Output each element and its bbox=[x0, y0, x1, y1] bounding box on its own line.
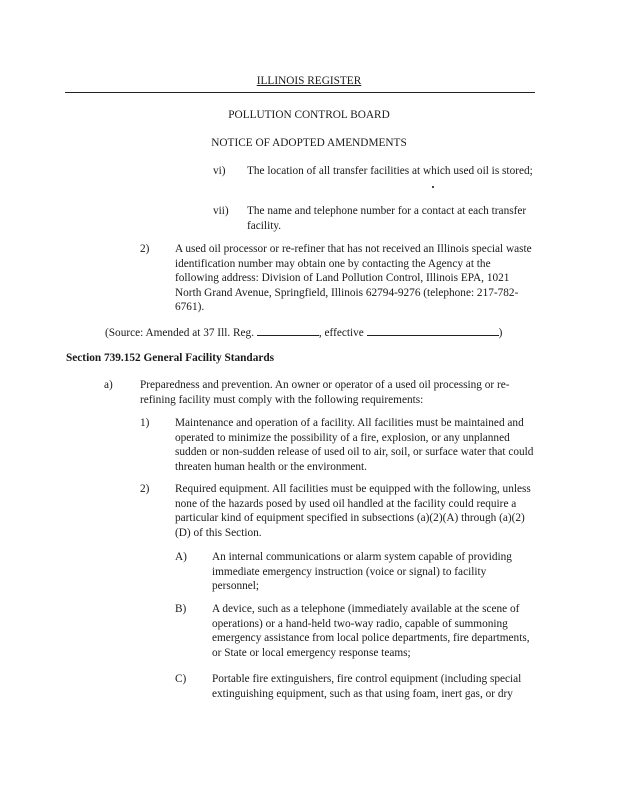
section-heading: Section 739.152 General Facility Standards bbox=[66, 352, 275, 364]
scan-speck bbox=[432, 186, 434, 188]
source-line bbox=[105, 324, 502, 341]
item-vii-text: The name and telephone number for a contact at each transfer facility. bbox=[247, 205, 527, 232]
item-vi-text: The location of all transfer facilities at which used oil is stored; bbox=[247, 165, 533, 177]
agency-name: POLLUTION CONTROL BOARD bbox=[228, 109, 390, 121]
register-title: ILLINOIS REGISTER bbox=[256, 75, 362, 87]
source-prefix: (Source: Amended at 37 Ill. Reg. bbox=[105, 327, 255, 339]
sub-1-text: Maintenance and operation of a facility. All facilities must be maintained and operated to minimize the possibility of a fire, explosion, or any unplanned sudden or non-sudden release of used oil to air, soil, or surface water that could threaten human health or the environment. bbox=[175, 417, 534, 473]
source-close: ) bbox=[498, 327, 503, 339]
item-vii-number: vii) bbox=[213, 205, 229, 217]
item-2-text: A used oil processor or re-refiner that has not received an Illinois special waste identification number may obtain one by contacting the Agency at the following address: Division of Land Pollution Control, Illinois EPA, 1021 North Grand Avenue, Springfield, Illinois 62794-9276 (telephone: 217-782-6761). bbox=[175, 243, 532, 314]
effective-date-blank bbox=[367, 324, 499, 336]
notice-title: NOTICE OF ADOPTED AMENDMENTS bbox=[211, 137, 407, 149]
sub-C-text: Portable fire extinguishers, fire control equipment (including special extinguishing equipment, such as that using foam, inert gas, or dry bbox=[212, 673, 522, 700]
sub-B-text: A device, such as a telephone (immediately available at the scene of operations) or a hand-held two-way radio, capable of summoning emergency assistance from local police departments, fire departments, or State or local emergency response teams; bbox=[212, 603, 530, 659]
sub-2-text: Required equipment. All facilities must be equipped with the following, unless none of the hazards posed by used oil handled at the facility could require a particular kind of equipment specified in subsections (a)(2)(A) through (a)(2)(D) of this Section. bbox=[175, 483, 531, 539]
source-effective: , effective bbox=[318, 327, 364, 339]
item-2-number: 2) bbox=[140, 243, 150, 255]
item-vi-number: vi) bbox=[213, 165, 226, 177]
sub-A-text: An internal communications or alarm system capable of providing immediate emergency instruction (voice or signal) to facility personnel; bbox=[212, 551, 512, 593]
sub-2-number: 2) bbox=[140, 483, 150, 495]
sub-A-number: A) bbox=[175, 551, 187, 563]
sub-B-number: B) bbox=[175, 603, 187, 615]
para-a-number: a) bbox=[104, 379, 113, 391]
header-rule bbox=[65, 92, 535, 93]
register-page-blank bbox=[257, 324, 319, 336]
sub-1-number: 1) bbox=[140, 417, 150, 429]
para-a-text: Preparedness and prevention. An owner or operator of a used oil processing or re-refining facility must comply with the following requirements: bbox=[140, 379, 510, 406]
sub-C-number: C) bbox=[175, 673, 187, 685]
